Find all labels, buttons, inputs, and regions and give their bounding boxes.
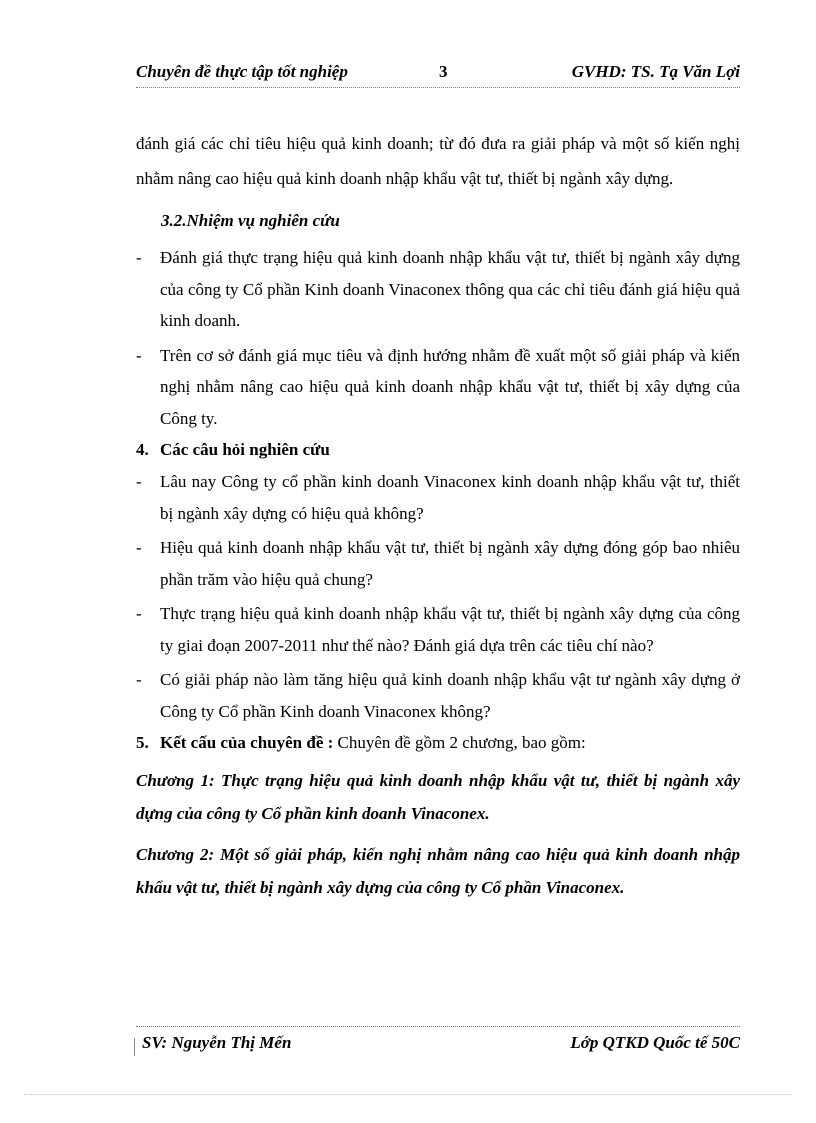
section-4-heading (136, 434, 740, 466)
dash-marker: - (136, 538, 142, 557)
list-item (136, 664, 740, 727)
list-item-text: Lâu nay Công ty cổ phần kinh doanh Vinaconex kinh doanh nhập khẩu vật tư, thiết bị ngành xây dựng có hiệu quả không? (160, 472, 740, 523)
list-item-text: Trên cơ sở đánh giá mục tiêu và định hướng nhằm đề xuất một số giải pháp và kiến nghị nhằm nâng cao hiệu quả kinh doanh nhập khẩu vật tư, thiết bị xây dựng của Công ty. (160, 345, 740, 428)
list-item-text: Thực trạng hiệu quả kinh doanh nhập khẩu vật tư, thiết bị ngành xây dựng của công ty giai đoạn 2007-2011 như thế nào? Đánh giá dựa trên các tiêu chí nào? (160, 604, 740, 655)
dash-marker: - (136, 345, 142, 365)
section-text: Chuyên đề gồm 2 chương, bao gồm: (333, 733, 586, 752)
page-edge-divider (24, 1094, 792, 1095)
list-item (136, 466, 740, 529)
section-5-heading (136, 727, 740, 759)
page-body (136, 127, 740, 904)
dash-marker: - (136, 604, 142, 623)
dash-marker: - (136, 472, 142, 491)
section-title: Các câu hỏi nghiên cứu (160, 440, 330, 459)
section-number: 4. (136, 440, 149, 459)
footer-student: SV: Nguyễn Thị Mến (142, 1033, 292, 1052)
section-number: 5. (136, 733, 149, 752)
page-header (136, 58, 740, 88)
list-item-text: Đánh giá thực trạng hiệu quả kinh doanh nhập khẩu vật tư, thiết bị ngành xây dựng của công ty Cổ phần Kinh doanh Vinaconex thông qua các chỉ tiêu đánh giá hiệu quả kinh doanh. (160, 248, 740, 330)
header-title: Chuyên đề thực tập tốt nghiệp (136, 62, 348, 81)
header-divider (136, 87, 740, 88)
list-item (136, 242, 740, 337)
header-advisor: GVHD: TS. Tạ Văn Lợi (571, 62, 740, 81)
page-footer (134, 1031, 740, 1061)
dash-marker: - (136, 670, 142, 689)
chapter-2: Chương 2: Một số giải pháp, kiến nghị nhằm nâng cao hiệu quả kinh doanh nhập khẩu vật tư, thiết bị ngành xây dựng của công ty Cổ phần Vinaconex. (136, 845, 740, 897)
dash-marker: - (136, 248, 142, 267)
chapter-1: Chương 1: Thực trạng hiệu quả kinh doanh nhập khẩu vật tư, thiết bị ngành xây dựng của công ty Cổ phần kinh doanh Vinaconex. (136, 771, 740, 823)
list-item-text: Có giải pháp nào làm tăng hiệu quả kinh doanh nhập khẩu vật tư ngành xây dựng ở Công ty Cổ phần Kinh doanh Vinaconex không? (160, 670, 740, 721)
footer-class: Lớp QTKD Quốc tế 50C (570, 1033, 740, 1052)
footer-divider (136, 1026, 740, 1027)
intro-paragraph: đánh giá các chỉ tiêu hiệu quả kinh doanh; từ đó đưa ra giải pháp và một số kiến nghị nhằm nâng cao hiệu quả kinh doanh nhập khẩu vật tư, thiết bị ngành xây dựng. (136, 134, 740, 188)
footer-bar (134, 1038, 135, 1056)
section-title: Kết cấu của chuyên đề : (160, 733, 334, 752)
section-3-2-heading: 3.2.Nhiệm vụ nghiên cứu (161, 211, 340, 230)
list-item-text: Hiệu quả kinh doanh nhập khẩu vật tư, thiết bị ngành xây dựng đóng góp bao nhiêu phần trăm vào hiệu quả chung? (160, 538, 740, 589)
list-item (136, 340, 740, 435)
list-item (136, 598, 740, 661)
header-page-number: 3 (439, 62, 448, 81)
list-item (136, 532, 740, 595)
